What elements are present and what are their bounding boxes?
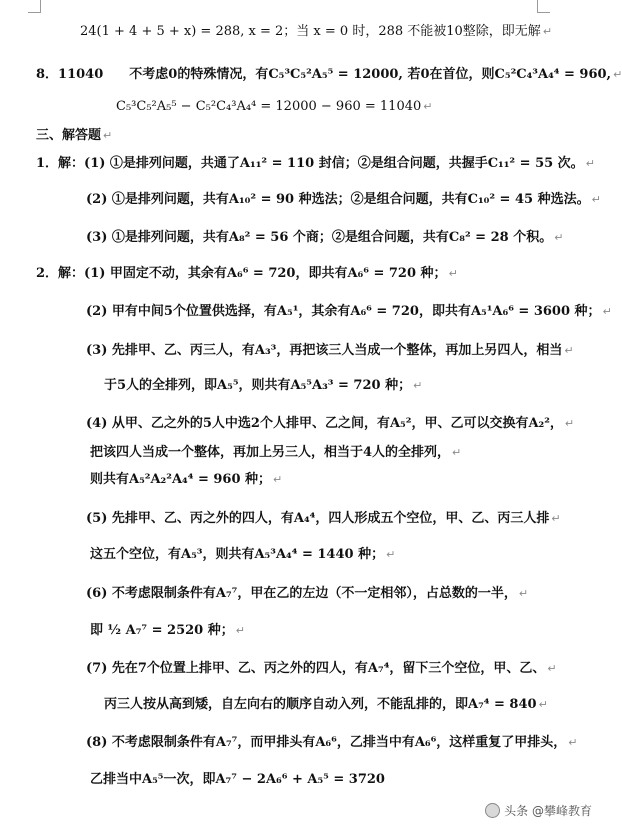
text-line-21: (8) 不考虑限制条件有A₇⁷，而甲排头有A₆⁶，乙排当中有A₆⁶，这样重复了甲排头， ↵ (86, 735, 578, 750)
text-line-14: 则共有A₅²A₂²A₄⁴ = 960 种； ↵ (90, 472, 283, 487)
text-line-11: 于5人的全排列，即A₅⁵，则共有A₅⁵A₃³ = 720 种； ↵ (104, 378, 423, 393)
text-line-15: (5) 先排甲、乙、丙之外的四人，有A₄⁴，四人形成五个空位，甲、乙、丙三人排 ↵ (86, 511, 561, 526)
text-line-6: (2) ①是排列问题，共有A₁₀² = 90 种选法；②是组合问题，共有C₁₀² = 45 种选法。 ↵ (86, 192, 601, 207)
text-line-16: 这五个空位，有A₅³，则共有A₅³A₄⁴ = 1440 种； ↵ (90, 547, 396, 562)
text-line-19: (7) 先在7个位置上排甲、乙、丙之外的四人，有A₇⁴，留下三个空位，甲、乙、 ↵ (86, 661, 557, 676)
page-corner-mark-left (28, 0, 41, 13)
watermark (481, 800, 596, 821)
text-line-12: (4) 从甲、乙之外的5人中选2个人排甲、乙之间，有A₅²，甲、乙可以交换有A₂²， ↵ (86, 416, 575, 431)
text-line-2: 8．11040 不考虑0的特殊情况，有C₅³C₅²A₅⁵ = 12000, 若0在首位，则C₅²C₄³A₄⁴ = 960, ↵ (36, 67, 622, 82)
text-line-20: 丙三人按从高到矮，自左向右的顺序自动入列，不能乱排的，即A₇⁴ = 840 ↵ (104, 697, 548, 712)
text-line-3: C₅³C₅²A₅⁵ − C₅²C₄³A₄⁴ = 12000 − 960 = 11040 ↵ (116, 99, 433, 114)
text-line-5: 1．解：(1) ①是排列问题，共通了A₁₁² = 110 封信；②是组合问题，共握手C₁₁² = 55 次。 ↵ (36, 156, 595, 171)
text-line-18: 即 ½ A₇⁷ = 2520 种； ↵ (90, 623, 245, 638)
text-line-7: (3) ①是排列问题，共有A₈² = 56 个商；②是组合问题，共有C₈² = 28 个积。 ↵ (86, 230, 564, 245)
text-line-1: 24(1 + 4 + 5 + x) = 288, x = 2；当 x = 0 时，288 不能被10整除，即无解 ↵ (80, 24, 553, 39)
watermark-text: 头条 @攀峰教育 (504, 804, 592, 818)
page-corner-mark-right (537, 0, 550, 13)
section-heading: 三、解答题 ↵ (36, 128, 113, 143)
text-line-17: (6) 不考虑限制条件有A₇⁷，甲在乙的左边（不一定相邻），占总数的一半， ↵ (86, 586, 529, 601)
text-line-10: (3) 先排甲、乙、丙三人，有A₃³，再把该三人当成一个整体，再加上另四人，相当 ↵ (86, 343, 574, 358)
watermark-logo-icon (485, 803, 500, 818)
text-line-22: 乙排当中A₅⁵一次，即A₇⁷ − 2A₆⁶ + A₅⁵ = 3720 (90, 772, 385, 787)
text-line-8: 2．解：(1) 甲固定不动，其余有A₆⁶ = 720，即共有A₆⁶ = 720 种； ↵ (36, 266, 458, 281)
text-line-13: 把该四人当成一个整体，再加上另三人，相当于4人的全排列， ↵ (90, 445, 462, 460)
text-line-9: (2) 甲有中间5个位置供选择，有A₅¹，其余有A₆⁶ = 720，即共有A₅¹A₆⁶ = 3600 种； ↵ (86, 304, 612, 319)
